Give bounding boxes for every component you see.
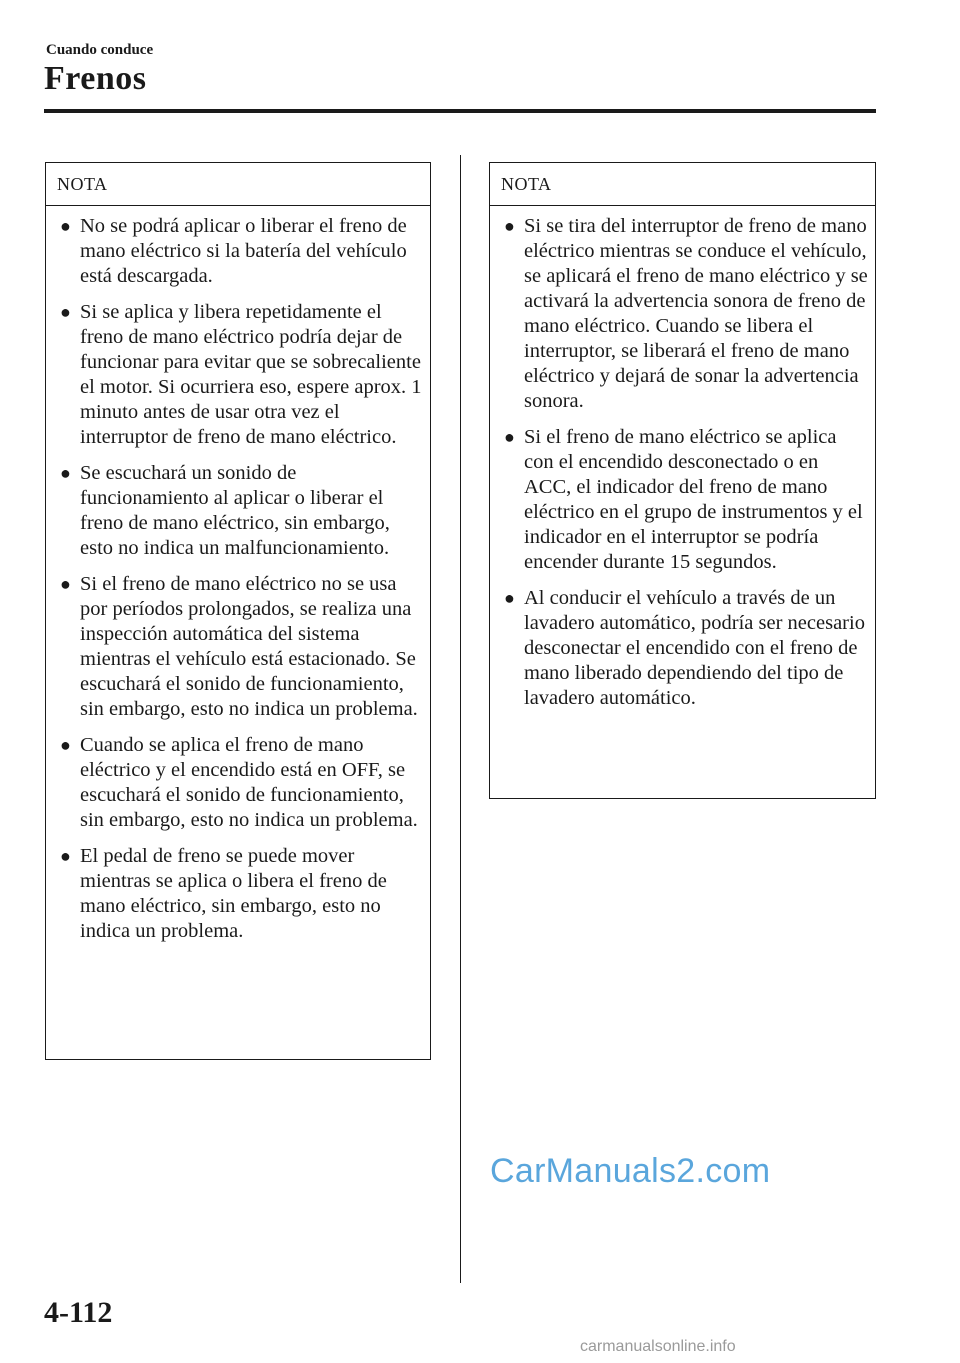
note-title: NOTA [46, 163, 430, 206]
bullet-icon: ● [60, 463, 71, 483]
list-item-text: Si el freno de mano eléctrico no se usa por períodos prolongados, se realiza una inspección automática del sistema mientras el vehículo está estacionado. Se escuchará el sonido de funcionamiento, sin embargo, esto no indica un problema. [80, 573, 418, 720]
footer-watermark: carmanualsonline.info [580, 1338, 736, 1355]
bullet-icon: ● [60, 302, 71, 322]
note-title: NOTA [490, 163, 875, 206]
list-item [60, 844, 424, 944]
bullet-icon: ● [60, 216, 71, 236]
list-item [60, 572, 424, 722]
bullet-icon: ● [504, 216, 515, 236]
page-number: 4-112 [44, 1296, 113, 1329]
note-box-left [45, 162, 431, 1060]
section-label: Cuando conduce [46, 42, 154, 58]
header-rule [44, 109, 876, 113]
column-divider [460, 155, 461, 1283]
note-list-left [46, 206, 430, 944]
list-item-text: Cuando se aplica el freno de mano eléctrico y el encendido está en OFF, se escuchará el sonido de funcionamiento, sin embargo, esto no indica un problema. [80, 734, 418, 831]
note-list-right [490, 206, 875, 711]
list-item-text: Si el freno de mano eléctrico se aplica con el encendido desconectado o en ACC, el indicador del freno de mano eléctrico en el grupo de instrumentos y el indicador en el interruptor se podría encender durante 15 segundos. [524, 426, 863, 573]
list-item [504, 586, 869, 711]
list-item [504, 425, 869, 575]
list-item [60, 733, 424, 833]
note-box-right [489, 162, 876, 799]
bullet-icon: ● [60, 846, 71, 866]
page-title: Frenos [44, 60, 147, 97]
list-item [60, 300, 424, 450]
list-item [60, 214, 424, 289]
list-item [60, 461, 424, 561]
watermark-logo: CarManuals2.com [490, 1152, 771, 1190]
bullet-icon: ● [504, 588, 515, 608]
bullet-icon: ● [504, 427, 515, 447]
list-item-text: No se podrá aplicar o liberar el freno de mano eléctrico si la batería del vehículo está descargada. [80, 215, 407, 287]
bullet-icon: ● [60, 735, 71, 755]
list-item-text: Si se tira del interruptor de freno de mano eléctrico mientras se conduce el vehículo, se aplicará el freno de mano eléctrico y se activará la advertencia sonora de freno de mano eléctrico. Cuando se libera el interruptor, se liberará el freno de mano eléctrico y dejará de sonar la advertencia sonora. [524, 215, 868, 412]
list-item-text: Se escuchará un sonido de funcionamiento al aplicar o liberar el freno de mano eléctrico, sin embargo, esto no indica un malfuncionamiento. [80, 462, 390, 559]
list-item [504, 214, 869, 414]
bullet-icon: ● [60, 574, 71, 594]
list-item-text: El pedal de freno se puede mover mientras se aplica o libera el freno de mano eléctrico, sin embargo, esto no indica un problema. [80, 845, 387, 942]
list-item-text: Al conducir el vehículo a través de un lavadero automático, podría ser necesario desconectar el encendido con el freno de mano liberado dependiendo del tipo de lavadero automático. [524, 587, 865, 709]
list-item-text: Si se aplica y libera repetidamente el freno de mano eléctrico podría dejar de funcionar para evitar que se sobrecaliente el motor. Si ocurriera eso, espere aprox. 1 minuto antes de usar otra vez el interruptor de freno de mano eléctrico. [80, 301, 422, 448]
